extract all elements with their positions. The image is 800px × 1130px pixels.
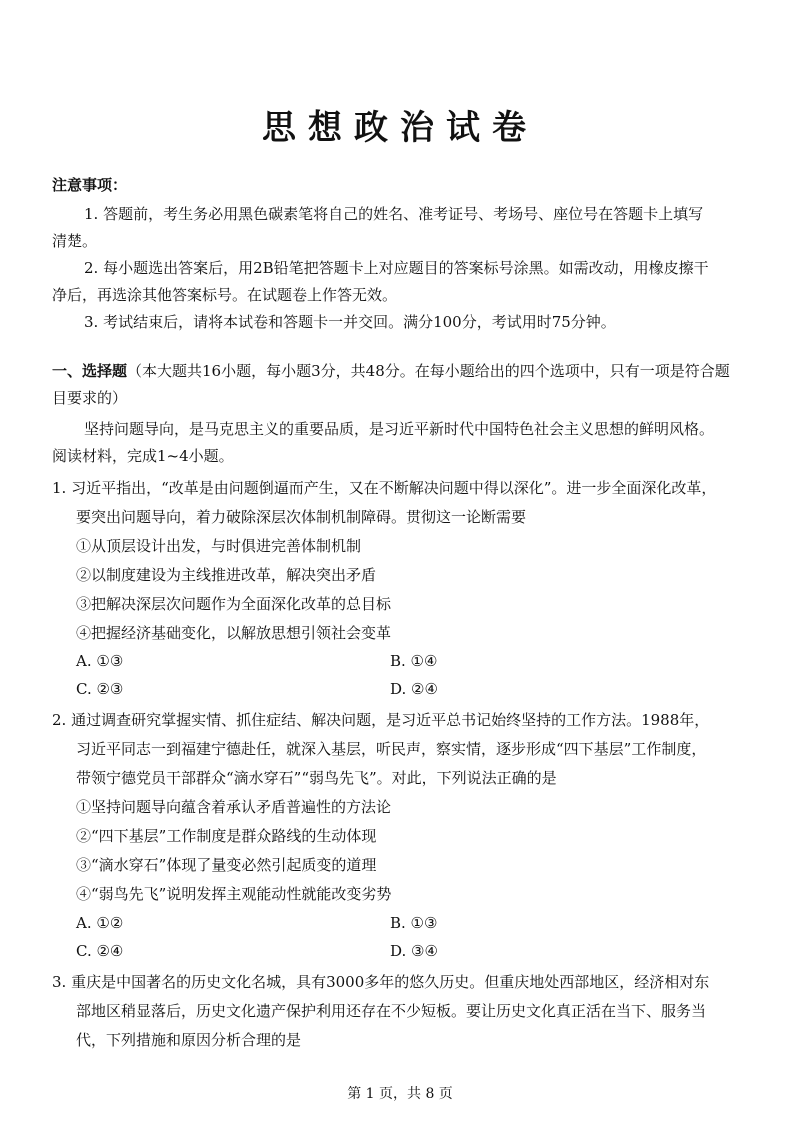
section-heading-line (52, 358, 752, 384)
q3-stem-cont-2: 代，下列措施和原因分析合理的是 (76, 1031, 302, 1049)
q1-option-c: C. ②③ (76, 680, 124, 698)
q1-statement-2: ②以制度建设为主线推进改革，解决突出矛盾 (76, 566, 377, 584)
q2-stem-cont-2: 带领宁德党员干部群众“滴水穿石”“弱鸟先飞”。对此，下列说法正确的是 (76, 769, 557, 787)
reading-material-cont: 阅读材料，完成1~4小题。 (52, 447, 234, 465)
section-description: （本大题共16小题，每小题3分，共48分。在每小题给出的四个选项中，只有一项是符合题 (127, 362, 730, 380)
notice-line-3: 3. 考试结束后，请将本试卷和答题卡一并交回。满分100分，考试用时75分钟。 (84, 313, 616, 331)
q2-statement-4: ④“弱鸟先飞”说明发挥主观能动性就能改变劣势 (76, 885, 392, 903)
notice-line-1-cont: 清楚。 (52, 232, 98, 250)
notice-line-1: 1. 答题前，考生务必用黑色碳素笔将自己的姓名、准考证号、考场号、座位号在答题卡上填写 (84, 205, 704, 223)
q1-option-a: A. ①③ (76, 652, 124, 670)
q2-option-a: A. ①② (76, 914, 124, 932)
q2-stem-cont-1: 习近平同志一到福建宁德赴任，就深入基层，听民声，察实情，逐步形成“四下基层”工作制度， (76, 740, 707, 758)
notice-line-2: 2. 每小题选出答案后，用2B铅笔把答题卡上对应题目的答案标号涂黑。如需改动，用橡皮擦干 (84, 259, 709, 277)
page-title: 思想政治试卷 (262, 108, 538, 148)
q1-statement-1: ①从顶层设计出发，与时俱进完善体制机制 (76, 537, 362, 555)
q2-statement-3: ③“滴水穿石”体现了量变必然引起质变的道理 (76, 856, 377, 874)
q3-stem-cont-1: 部地区稍显落后，历史文化遗产保护利用还存在不少短板。要让历史文化真正活在当下、服务当 (76, 1002, 707, 1020)
q1-option-b: B. ①④ (390, 652, 438, 670)
q2-statement-2: ②“四下基层”工作制度是群众路线的生动体现 (76, 827, 377, 845)
section-heading: 一、选择题 (52, 362, 128, 380)
page-footer: 第 1 页，共 8 页 (347, 1086, 453, 1102)
section-description-cont: 目要求的） (52, 389, 128, 407)
q2-option-c: C. ②④ (76, 942, 124, 960)
q2-statement-1: ①坚持问题导向蕴含着承认矛盾普遍性的方法论 (76, 798, 392, 816)
q1-statement-3: ③把解决深层次问题作为全面深化改革的总目标 (76, 595, 392, 613)
q3-stem: 3. 重庆是中国著名的历史文化名城，具有3000多年的悠久历史。但重庆地处西部地区，经济相对东 (52, 973, 710, 991)
q1-option-d: D. ②④ (390, 680, 438, 698)
q1-stem-cont: 要突出问题导向，着力破除深层次体制机制障碍。贯彻这一论断需要 (76, 508, 527, 526)
q2-option-d: D. ③④ (390, 942, 438, 960)
q2-option-b: B. ①③ (390, 914, 438, 932)
q1-statement-4: ④把握经济基础变化，以解放思想引领社会变革 (76, 624, 392, 642)
notice-heading: 注意事项： (52, 176, 128, 194)
notice-line-2-cont: 净后，再选涂其他答案标号。在试题卷上作答无效。 (52, 286, 398, 304)
q1-stem: 1. 习近平指出，“改革是由问题倒逼而产生，又在不断解决问题中得以深化”。进一步全面深化改革， (52, 479, 717, 497)
reading-material: 坚持问题导向，是马克思主义的重要品质，是习近平新时代中国特色社会主义思想的鲜明风格。 (84, 420, 715, 438)
q2-stem: 2. 通过调查研究掌握实情、抓住症结、解决问题，是习近平总书记始终坚持的工作方法。1988年， (52, 711, 710, 729)
